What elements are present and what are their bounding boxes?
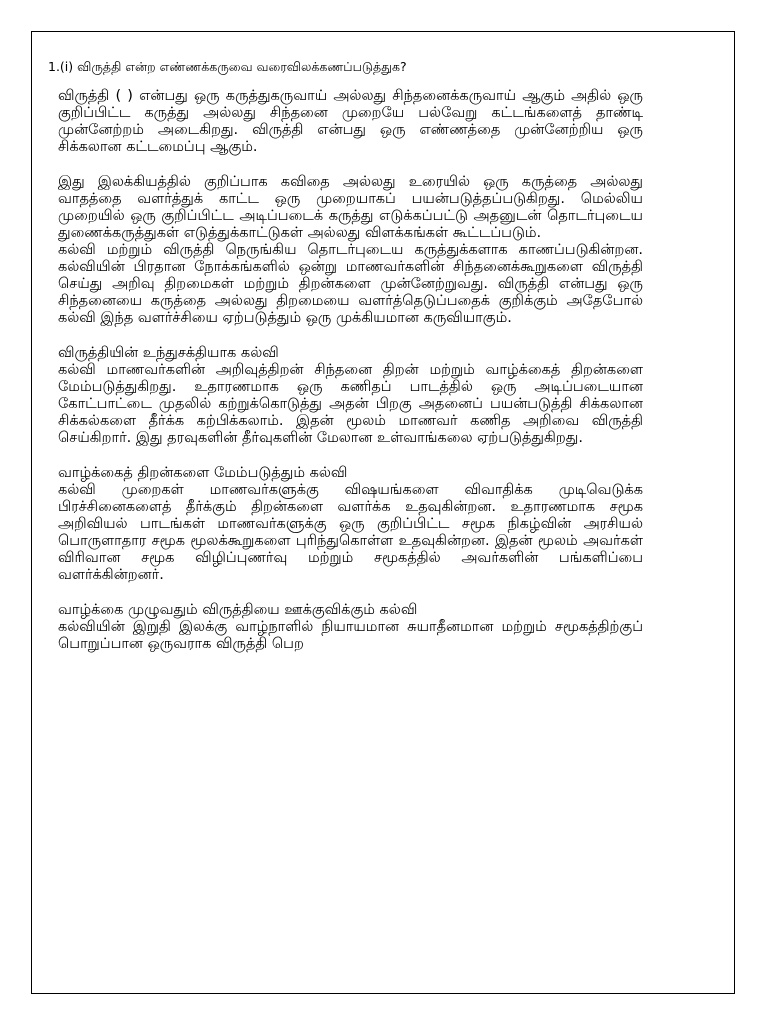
section-heading-driving-force: விருத்தியின் உந்துசக்தியாக கல்வி — [58, 345, 279, 361]
answer-body — [58, 88, 643, 653]
paragraph-education-development: கல்வி மற்றும் விருத்தி நெருங்கிய தொடர்புடைய கருத்துக்களாக காணப்படுகின்றன. கல்வியின் பிரதான நோக்கங்களில் ஒன்று மாணவர்களின் சிந்தனைக்கூறுகளை விருத்தி செய்து அறிவு திறமைகள் மற்றும் திறன்களை முன்னேற்றுவது. விருத்தி என்பது ஒரு சிந்தனையை கருத்தை அல்லது திறமையை வளர்த்தெடுப்பதைக் குறிக்கும் அதேபோல் கல்வி இந்த வளர்ச்சியை ஏற்படுத்தும் ஒரு முக்கியமான கருவியாகும். — [58, 242, 643, 326]
paragraph-driving-force: கல்வி மாணவர்களின் அறிவுத்திறன் சிந்தனை திறன் மற்றும் வாழ்க்கைத் திறன்களை மேம்படுத்துகிறது. உதாரணமாக ஒரு கணிதப் பாடத்தில் ஒரு அடிப்படையான கோட்பாட்டை முதலில் கற்றுக்கொடுத்து அதன் பிறகு அதனைப் பயன்படுத்தி சிக்கலான சிக்கல்களை தீர்க்க கற்பிக்கலாம். இதன் மூலம் மாணவர் கணித அறிவை விருத்தி செய்கிறார். இது தரவுகளின் தீர்வுகளின் மேலான உள்வாங்கலை ஏற்படுத்துகிறது. — [58, 362, 643, 446]
paragraph-definition: விருத்தி ( ) என்பது ஒரு கருத்துகருவாய் அல்லது சிந்தனைக்கருவாய் ஆகும் அதில் ஒரு குறிப்பிட்ட கருத்து அல்லது சிந்தனை முறையே பல்வேறு கட்டங்களைத் தாண்டி முன்னேற்றம் அடைகிறது. விருத்தி என்பது ஒரு எண்ணத்தை முன்னேற்றிய ஒரு சிக்கலான கட்டமைப்பு ஆகும். — [58, 88, 643, 155]
section-heading-life-skills: வாழ்க்கைத் திறன்களை மேம்படுத்தும் கல்வி — [58, 465, 348, 481]
section-heading-lifelong: வாழ்க்கை முழுவதும் விருத்தியை ஊக்குவிக்கும் கல்வி — [58, 602, 418, 618]
question-heading: 1.(i) விருத்தி என்ற எண்ணக்கருவை வரைவிலக்கணப்படுத்துக? — [48, 59, 407, 74]
paragraph-lifelong: கல்வியின் இறுதி இலக்கு வாழ்நாளில் நியாயமான சுயாதீனமான மற்றும் சமூகத்திற்குப் பொறுப்பான ஒருவராக விருத்தி பெற — [58, 619, 643, 652]
paragraph-literature: இது இலக்கியத்தில் குறிப்பாக கவிதை அல்லது உரையில் ஒரு கருத்தை அல்லது வாதத்தை வளர்த்துக் காட்ட ஒரு முறையாகப் பயன்படுத்தப்படுகிறது. மெல்லிய முறையில் ஒரு குறிப்பிட்ட அடிப்படைக் கருத்து எடுக்கப்பட்டு அதனுடன் தொடர்புடைய துணைக்கருத்துகள் எடுத்துக்காட்டுகள் அல்லது விளக்கங்கள் கூட்டப்படும். — [58, 174, 643, 241]
paragraph-life-skills: கல்வி முறைகள் மாணவர்களுக்கு விஷயங்களை விவாதிக்க முடிவெடுக்க பிரச்சினைகளைத் தீர்க்கும் திறன்களை வளர்க்க உதவுகின்றன. உதாரணமாக சமூக அறிவியல் பாடங்கள் மாணவர்களுக்கு ஒரு குறிப்பிட்ட சமூக நிகழ்வின் அரசியல் பொருளாதார சமூக மூலக்கூறுகளை புரிந்துகொள்ள உதவுகின்றன. இதன் மூலம் அவர்கள் விரிவான சமூக விழிப்புணர்வு மற்றும் சமூகத்தில் அவர்களின் பங்களிப்பை வளர்க்கின்றனர். — [58, 482, 643, 583]
